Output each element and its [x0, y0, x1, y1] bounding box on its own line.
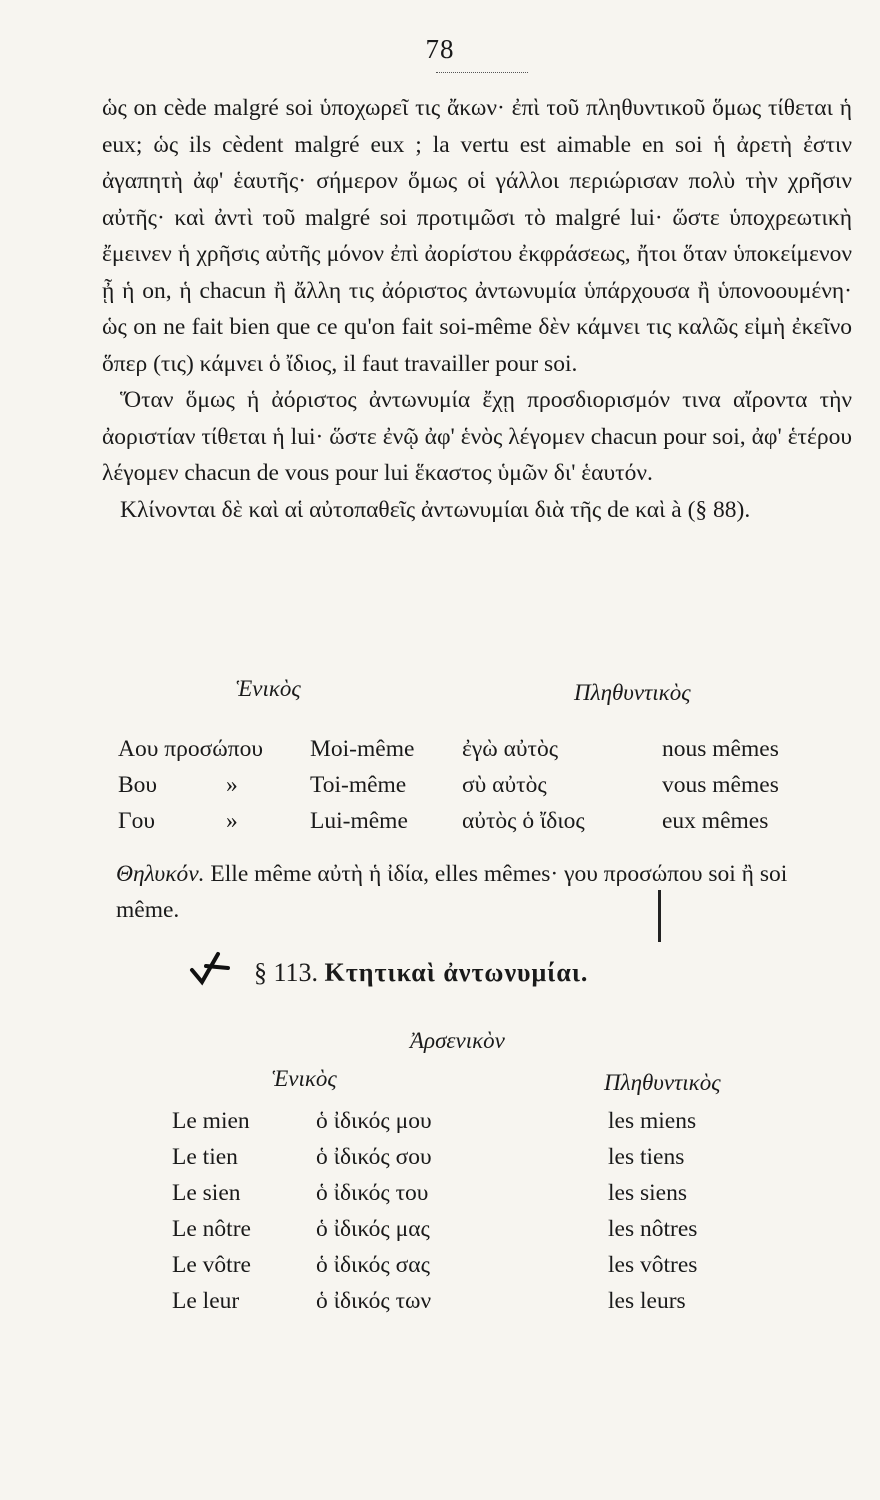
reflexive-person: Γου	[118, 808, 155, 834]
possessive-french: Le vôtre	[172, 1252, 251, 1278]
possessive-row	[172, 1216, 772, 1250]
reflexive-french: Toi-même	[310, 772, 407, 798]
paragraph-3: Κλίνονται δὲ καὶ αἱ αὐτοπαθεῖς ἀντωνυμίαι διὰ τῆς de καὶ à (§ 88).	[120, 496, 751, 523]
possessive-plural: les siens	[608, 1180, 687, 1206]
possessive-french: Le nôtre	[172, 1216, 251, 1242]
possessive-french: Le sien	[172, 1180, 241, 1206]
possessive-row	[172, 1108, 772, 1142]
possessive-plural: les miens	[608, 1108, 697, 1134]
reflexive-french: Lui-même	[310, 808, 408, 834]
possessive-greek: ὁ ἰδικός μου	[316, 1108, 432, 1134]
paragraph-2: Ὅταν ὅμως ἡ ἀόριστος ἀντωνυμία ἔχῃ προσδιορισμόν τινα αἴροντα τὴν ἀοριστίαν τίθεται ἡ lui· ὥστε ἐνῷ ἀφ' ἑνὸς λέγομεν chacun pour soi, ἀφ' ἑτέρου λέγομεν chacun de vous pour lui ἕκαστος ὑμῶν δι' ἑαυτόν.	[102, 387, 852, 486]
reflexive-row	[118, 772, 848, 806]
reflexive-plural: eux mêmes	[662, 808, 769, 834]
reflexive-person: Αου προσώπου	[118, 736, 263, 762]
checkmark-icon	[188, 948, 248, 988]
page-number-rule	[436, 72, 528, 73]
feminine-note	[116, 856, 856, 928]
ditto-mark: »	[226, 808, 238, 834]
possessive-singular-header: Ἑνικὸς	[272, 1066, 337, 1091]
page-number: 78	[425, 34, 455, 64]
possessive-row	[172, 1180, 772, 1214]
reflexive-french: Moi-même	[310, 736, 415, 762]
feminine-label: Θηλυκόν.	[116, 861, 205, 887]
section-heading	[254, 958, 588, 988]
reflexive-greek: ἐγὼ αὐτὸς	[462, 736, 559, 762]
possessive-greek: ὁ ἰδικός του	[316, 1180, 429, 1206]
reflexive-greek: αὐτὸς ὁ ἴδιος	[462, 808, 585, 834]
possessive-french: Le leur	[172, 1288, 240, 1314]
body-text	[102, 90, 852, 528]
possessive-greek: ὁ ἰδικός σου	[316, 1144, 432, 1170]
reflexive-singular-header: Ἑνικὸς	[236, 676, 301, 701]
possessive-greek: ὁ ἰδικός μας	[316, 1216, 430, 1242]
possessive-french: Le mien	[172, 1108, 250, 1134]
possessive-greek: ὁ ἰδικός των	[316, 1288, 432, 1314]
pencil-margin-line	[658, 890, 661, 942]
possessive-row	[172, 1144, 772, 1178]
possessive-plural: les vôtres	[608, 1252, 698, 1278]
section-number: § 113.	[254, 958, 319, 987]
feminine-text: Elle même αὐτὴ ἡ ἰδία, elles mêmes· γου προσώπου soi ἢ soi même.	[116, 861, 788, 923]
possessive-row	[172, 1252, 772, 1286]
possessive-plural: les nôtres	[608, 1216, 698, 1242]
reflexive-plural: nous mêmes	[662, 736, 779, 762]
possessive-greek: ὁ ἰδικός σας	[316, 1252, 430, 1278]
section-title: Κτητικαὶ ἀντωνυμίαι.	[324, 958, 589, 987]
reflexive-plural-header: Πληθυντικὸς	[574, 680, 691, 705]
possessive-plural: les leurs	[608, 1288, 686, 1314]
ditto-mark: »	[226, 772, 238, 798]
possessive-plural-header: Πληθυντικὸς	[604, 1070, 721, 1095]
reflexive-row	[118, 808, 848, 842]
possessive-gender-header: Ἀρσενικὸν	[410, 1028, 505, 1053]
possessive-french: Le tien	[172, 1144, 238, 1170]
reflexive-plural: vous mêmes	[662, 772, 779, 798]
possessive-plural: les tiens	[608, 1144, 685, 1170]
reflexive-greek: σὺ αὐτὸς	[462, 772, 547, 798]
reflexive-person: Βου	[118, 772, 158, 798]
paragraph-1: ὡς on cède malgré soi ὑποχωρεῖ τις ἄκων· ἐπὶ τοῦ πληθυντικοῦ ὅμως τίθεται ἡ eux; ὡς ils cèdent malgré eux ; la vertu est aimable en soi ἡ ἀρετὴ ἐστιν ἀγαπητὴ ἀφ' ἑαυτῆς· σήμερον ὅμως οἱ γάλλοι περιώρισαν πολὺ τὴν χρῆσιν αὐτῆς· καὶ ἀντὶ τοῦ malgré soi προτιμῶσι τὸ malgré lui· ὥστε ὑποχρεωτικὴ ἔμεινεν ἡ χρῆσις αὐτῆς μόνον ἐπὶ ἀορίστου ἐκφράσεως, ἤτοι ὅταν ὑποκείμενον ᾖ ἡ on, ἡ chacun ἢ ἄλλη τις ἀόριστος ἀντωνυμία ὑπάρχουσα ἢ ὑπονοουμένη· ὡς on ne fait bien que ce qu'on fait soi-même δὲν κάμνει τις καλῶς εἰμὴ ἐκεῖνο ὅπερ (τις) κάμνει ὁ ἴδιος, il faut travailler pour soi.	[102, 95, 852, 377]
reflexive-row	[118, 736, 848, 770]
possessive-row	[172, 1288, 772, 1322]
